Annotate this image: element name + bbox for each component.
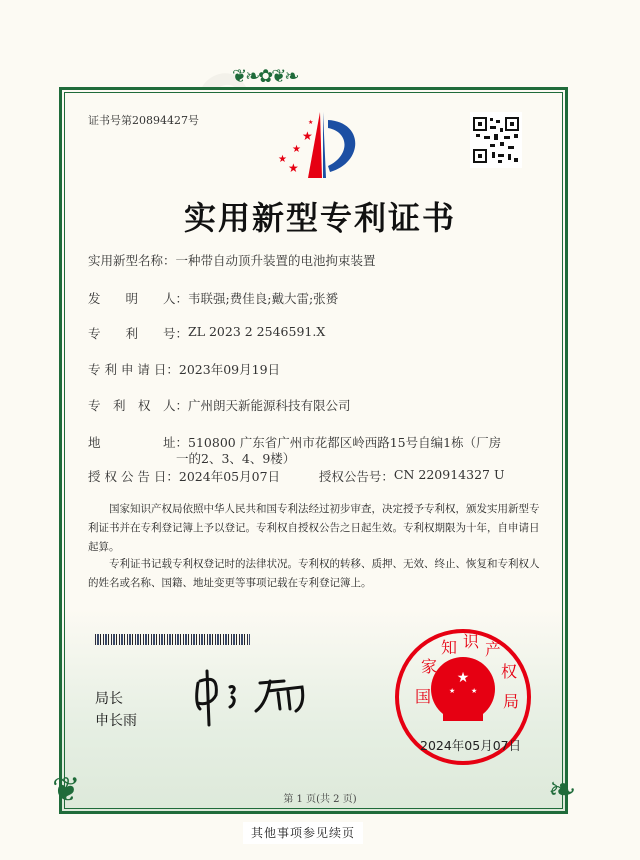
page-number: 第 1 页(共 2 页): [283, 794, 357, 805]
svg-text:国: 国: [415, 687, 432, 706]
officer-title: 局长: [95, 691, 123, 707]
svg-text:★: ★: [308, 119, 314, 126]
svg-text:★: ★: [278, 154, 287, 165]
field-label: 地 址：: [88, 435, 189, 450]
corner-ornament: ❦: [52, 770, 81, 810]
document-title: 实用新型专利证书: [183, 199, 456, 237]
svg-text:产: 产: [485, 640, 502, 659]
seal-date: 2024年05月07日: [420, 738, 522, 753]
field-application-date: [88, 360, 280, 378]
top-ornament: ❦❧✿❦❧: [232, 66, 298, 87]
field-value: 510800 广东省广州市花都区岭西路15号自编1栋（厂房: [188, 435, 502, 450]
field-grant: [88, 467, 504, 485]
qr-code: [470, 112, 522, 168]
field-value: CN 220914327 U: [393, 467, 505, 482]
field-utility-model-name: [88, 251, 376, 269]
field-patent-number: [88, 324, 325, 342]
field-value: ZL 2023 2 2546591.X: [188, 324, 326, 339]
field-value: 韦联强;费佳良;戴大雷;张赟: [188, 291, 339, 306]
svg-text:局: 局: [503, 692, 520, 711]
certificate-number: 证书号第20894427号: [88, 114, 199, 127]
svg-text:★: ★: [456, 670, 470, 686]
svg-text:识: 识: [463, 632, 480, 651]
field-value: 2023年09月19日: [178, 362, 281, 377]
field-label: 授权公告号：: [318, 469, 394, 484]
field-value: 2024年05月07日: [178, 469, 281, 484]
barcode: [95, 634, 250, 645]
field-address-line2: [176, 449, 295, 467]
svg-text:★: ★: [292, 144, 301, 155]
field-label: 专 利 申 请 日：: [88, 362, 179, 377]
field-patentee: [88, 396, 351, 414]
svg-text:★: ★: [302, 129, 313, 143]
svg-text:★: ★: [288, 161, 299, 175]
officer-name: 申长雨: [95, 713, 137, 729]
field-value: 一种带自动顶升装置的电池拘束装置: [175, 253, 376, 268]
paragraph-legal-status: 专利证书记载专利权登记时的法律状况。专利权的转移、质押、无效、终止、恢复和专利权人的姓名或名称、国籍、地址变更等事项记载在专利登记簿上。: [88, 558, 540, 589]
signature: [190, 665, 325, 730]
cnipa-logo: [272, 110, 362, 182]
field-label: 专 利 权 人：: [88, 398, 189, 413]
field-label: 发 明 人：: [88, 291, 189, 306]
svg-text:★: ★: [471, 687, 478, 695]
svg-text:权: 权: [501, 662, 518, 681]
field-label: 实用新型名称：: [88, 253, 176, 268]
paragraph-grant-statement: 国家知识产权局依照中华人民共和国专利法经过初步审查，决定授予专利权，颁发实用新型专利证书并在专利登记簿上予以登记。专利权自授权公告之日起生效。专利权期限为十年，自申请日起算。: [88, 503, 540, 553]
svg-text:家: 家: [421, 657, 438, 676]
continuation-note: 其他事项参见续页: [243, 822, 363, 844]
field-value: 一的2、3、4、9楼）: [176, 451, 296, 466]
svg-text:★: ★: [449, 687, 456, 695]
field-label: 授 权 公 告 日：: [88, 469, 179, 484]
field-inventors: [88, 289, 338, 307]
field-label: 专 利 号：: [88, 326, 189, 341]
svg-text:知: 知: [441, 638, 458, 657]
field-value: 广州朗天新能源科技有限公司: [188, 398, 351, 413]
corner-ornament: ❧: [548, 770, 577, 810]
